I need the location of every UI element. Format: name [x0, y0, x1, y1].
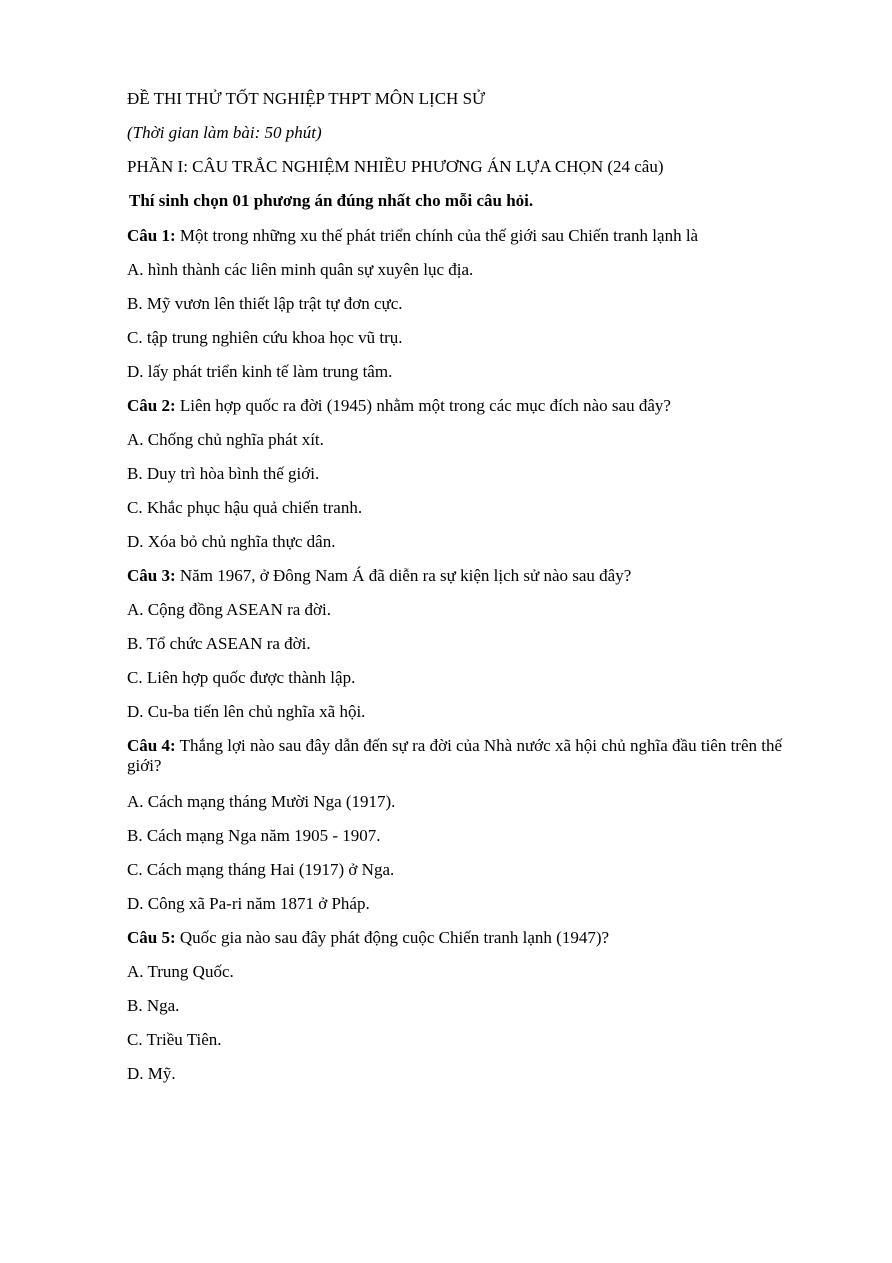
answer-option-a: A. Cách mạng tháng Mười Nga (1917).: [127, 792, 396, 811]
answer-option-b: B. Tổ chức ASEAN ra đời.: [127, 634, 311, 653]
answer-option-c: C. Khắc phục hậu quả chiến tranh.: [127, 498, 363, 517]
answer-option-a: A. hình thành các liên minh quân sự xuyên lục địa.: [127, 260, 474, 279]
question-5: [127, 928, 807, 1083]
question-text: Quốc gia nào sau đây phát động cuộc Chiến tranh lạnh (1947)?: [175, 928, 610, 947]
answer-option-c: C. Liên hợp quốc được thành lập.: [127, 668, 356, 687]
document-content: [127, 89, 807, 1098]
question-stem: [127, 226, 807, 245]
exam-time-note: (Thời gian làm bài: 50 phút): [127, 123, 322, 142]
answer-option-d: D. lấy phát triển kinh tế làm trung tâm.: [127, 362, 393, 381]
answer-option-d: D. Cu-ba tiến lên chủ nghĩa xã hội.: [127, 702, 366, 721]
question-text: Năm 1967, ở Đông Nam Á đã diễn ra sự kiện lịch sử nào sau đây?: [175, 566, 632, 585]
question-stem: [127, 396, 807, 415]
question-text: Thắng lợi nào sau đây dẫn đến sự ra đời của Nhà nước xã hội chủ nghĩa đầu tiên trên thế giới?: [127, 736, 783, 775]
question-stem: [127, 566, 807, 585]
question-number: Câu 4:: [127, 736, 176, 755]
answer-option-c: C. Cách mạng tháng Hai (1917) ở Nga.: [127, 860, 395, 879]
answer-option-a: A. Cộng đồng ASEAN ra đời.: [127, 600, 332, 619]
section-heading: PHẦN I: CÂU TRẮC NGHIỆM NHIỀU PHƯƠNG ÁN LỰA CHỌN (24 câu): [127, 157, 664, 176]
exam-title: ĐỀ THI THỬ TỐT NGHIỆP THPT MÔN LỊCH SỬ: [127, 89, 486, 108]
question-number: Câu 3:: [127, 566, 176, 585]
question-4: [127, 736, 807, 913]
instruction-text: Thí sinh chọn 01 phương án đúng nhất cho mỗi câu hỏi.: [129, 191, 534, 210]
answer-option-d: D. Công xã Pa-ri năm 1871 ở Pháp.: [127, 894, 370, 913]
question-text: Một trong những xu thế phát triển chính của thế giới sau Chiến tranh lạnh là: [175, 226, 699, 245]
question-stem: [127, 736, 807, 776]
question-number: Câu 1:: [127, 226, 176, 245]
answer-option-b: B. Mỹ vươn lên thiết lập trật tự đơn cực.: [127, 294, 403, 313]
answer-option-a: A. Chống chủ nghĩa phát xít.: [127, 430, 324, 449]
answer-option-d: D. Xóa bỏ chủ nghĩa thực dân.: [127, 532, 336, 551]
answer-option-d: D. Mỹ.: [127, 1064, 176, 1083]
question-stem: [127, 928, 807, 947]
answer-option-b: B. Nga.: [127, 996, 180, 1015]
question-1: [127, 226, 807, 381]
answer-option-a: A. Trung Quốc.: [127, 962, 234, 981]
answer-option-b: B. Cách mạng Nga năm 1905 - 1907.: [127, 826, 381, 845]
question-text: Liên hợp quốc ra đời (1945) nhằm một trong các mục đích nào sau đây?: [175, 396, 671, 415]
question-number: Câu 2:: [127, 396, 176, 415]
question-number: Câu 5:: [127, 928, 176, 947]
answer-option-c: C. Triều Tiên.: [127, 1030, 222, 1049]
question-2: [127, 396, 807, 551]
answer-option-b: B. Duy trì hòa bình thế giới.: [127, 464, 320, 483]
answer-option-c: C. tập trung nghiên cứu khoa học vũ trụ.: [127, 328, 403, 347]
question-3: [127, 566, 807, 721]
